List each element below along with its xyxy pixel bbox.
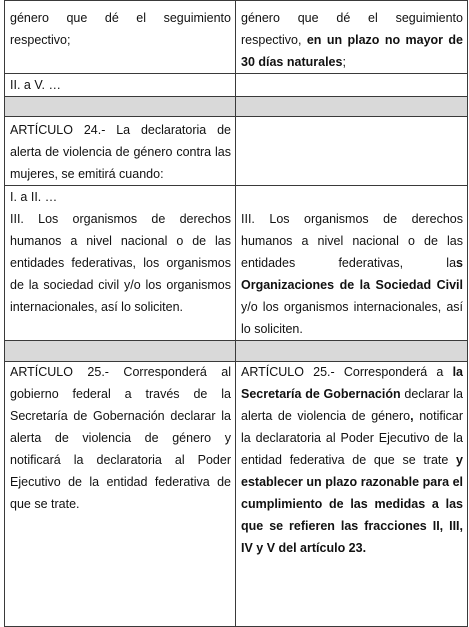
bold-amendment-text: la Secretaría de Gobernación: [241, 365, 463, 401]
cell-paragraph: [241, 7, 463, 73]
separator-cell: [236, 97, 468, 117]
proposed-text-cell: [236, 362, 468, 627]
cell-text: y/o los organismos internacionales, así lo soliciten.: [241, 300, 463, 336]
table-row: [5, 186, 468, 341]
cell-text: ;: [342, 55, 346, 69]
bold-amendment-text: y establecer un plazo razonable para el cumplimiento de las medidas a las que se refieren las fracciones II, III, IV y V del artículo 23.: [241, 453, 463, 555]
current-text-cell: [5, 186, 236, 341]
cell-paragraph: [241, 362, 463, 560]
cell-text: III. Los organismos de derechos humanos a nivel nacional o de las entidades federativas, la: [241, 212, 463, 270]
cell-text: notificar la declaratoria al Poder Ejecutivo de la entidad federativa de que se trate: [241, 409, 463, 467]
cell-text: ARTÍCULO 25.- Corresponderá a: [241, 365, 453, 379]
proposed-text-cell: [236, 1, 468, 74]
table-row: [5, 1, 468, 74]
bold-amendment-text: s Organizaciones de la Sociedad Civil: [241, 256, 463, 292]
separator-cell: [5, 341, 236, 362]
separator-cell: [5, 97, 236, 117]
table-row-separator: [5, 341, 468, 362]
proposed-text-cell: [236, 117, 468, 186]
current-text-cell: [5, 117, 236, 186]
table-row: [5, 74, 468, 97]
current-text-cell: [5, 362, 236, 627]
cell-paragraph: III. Los organismos de derechos humanos a nivel nacional o de las entidades federativas, los organismos de la sociedad civil y/o los organismos internacionales, así lo soliciten.: [10, 212, 231, 314]
cell-paragraph: género que dé el seguimiento respectivo;: [10, 11, 231, 47]
cell-text: género que dé el seguimiento respectivo,: [241, 11, 463, 47]
separator-cell: [236, 341, 468, 362]
proposed-text-cell: [236, 74, 468, 97]
cell-text: declarar la alerta de violencia de género: [241, 387, 463, 423]
comparative-table-page: [4, 0, 467, 627]
current-text-cell: [5, 1, 236, 74]
current-text-cell: [5, 74, 236, 97]
cell-paragraph: [241, 208, 463, 340]
bold-amendment-text: ,: [410, 409, 414, 423]
cell-paragraph: II. a V. …: [10, 78, 61, 92]
table-row: [5, 362, 468, 627]
comparative-table: [4, 0, 468, 627]
table-row-separator: [5, 97, 468, 117]
cell-paragraph: ARTÍCULO 24.- La declaratoria de alerta de violencia de género contra las mujeres, se emitirá cuando:: [10, 123, 231, 181]
proposed-text-cell: [236, 186, 468, 341]
cell-paragraph: I. a II. …: [10, 190, 58, 204]
bold-amendment-text: en un plazo no mayor de 30 días naturales: [241, 33, 463, 69]
table-row: [5, 117, 468, 186]
cell-paragraph: ARTÍCULO 25.- Corresponderá al gobierno federal a través de la Secretaría de Gobernación declarar la alerta de violencia de género y notificará la declaratoria al Poder Ejecutivo de la entidad federativa de que se trate.: [10, 365, 231, 511]
